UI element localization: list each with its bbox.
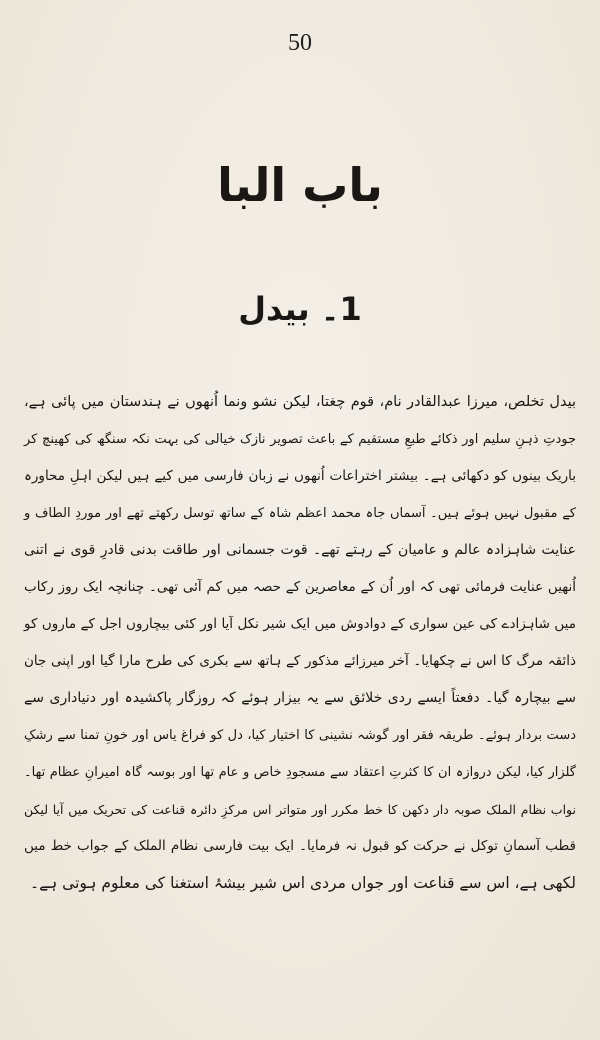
text-line: گلزار کیا، لیکن دروازہ ان کا کثرتِ اعتقاد سے مسجودِ خاص و عام تھا اور بوسہ گاہ امیرانِ عظام تھا۔	[24, 765, 576, 780]
text-line: دست بردار ہوئے۔ طریقہ فقر اور گوشہ نشینی کا اختیار کیا، دل کو فراغ یاس اور خونِ تمنا سے رشکِ	[24, 728, 576, 743]
text-line: قطب آسمانِ توکل نے حرکت کو قبول نہ فرمایا۔ ایک بیت فارسی نظام الملک کے جواب خط میں	[24, 838, 576, 854]
text-line: عنایت شاہزادہ عالم و عامیان کے رہتے تھے۔ قوت جسمانی اور طاقت بدنی قادرِ قوی نے اتنی	[24, 542, 576, 558]
text-line: اُنھیں عنایت فرمائی تھی کہ اور اُن کے معاصرین کے حصہ میں کم آئی تھی۔ چنانچہ ایک روز رکاب	[24, 579, 576, 595]
page-number: 50	[288, 30, 312, 56]
text-line: بیدل تخلص، میرزا عبدالقادر نام، قوم چغتا، لیکن نشو ونما اُنھوں نے ہندستان میں پائی ہے،	[24, 394, 576, 410]
text-line: جودتِ ذہنِ سلیم اور ذکائے طبعِ مستقیم کے باعث تصویر نازک خیالی کی بہت نکہ سنگھ کی کھینچ کر	[24, 432, 576, 447]
text-line: لکھی ہے، اس سے قناعت اور جواں مردی اس شیر بیشۂ استغنا کی معلوم ہوتی ہے۔	[29, 874, 576, 892]
text-line: کے مقبول نہیں ہوئے ہیں۔ آسماں جاہ محمد اعظم شاہ کے ساتھ توسل رکھتے تھے اور موردِ الطاف و	[24, 506, 576, 521]
text-line: میں شاہزادے کی عین سواری کے دوادوش میں ایک شیر نکل آیا اور کئی بیچاروں اجل کے ماروں کو	[24, 616, 576, 632]
chapter-title: باب البا	[217, 158, 383, 212]
body-paragraph	[24, 384, 576, 902]
text-line: ذائقہ مرگ کا اس نے چکھایا۔ آخر میرزائے مذکور کے ہاتھ سے بکری کی طرح مارا گیا اور اپنی جان	[24, 653, 576, 669]
text-line: نواب نظام الملک صوبہ دار دکھن کا خط مکرر اور متواتر اس مرکزِ دائرہ قناعت کی تحریک میں آیا لیکن	[24, 802, 576, 817]
text-line: باریک بینوں کو دکھائی ہے۔ بیشتر اختراعات اُنھوں نے زبان فارسی میں کیے ہیں لیکن اہلِ محاورہ	[24, 468, 576, 484]
section-title: 1۔ بیدل	[238, 290, 362, 328]
text-line: سے بیچارہ گیا۔ دفعتاً ایسے ردی خلائق سے یہ بیزار ہوئے کہ روزگار پاکشیدہ اور دنیاداری سے	[24, 690, 576, 706]
